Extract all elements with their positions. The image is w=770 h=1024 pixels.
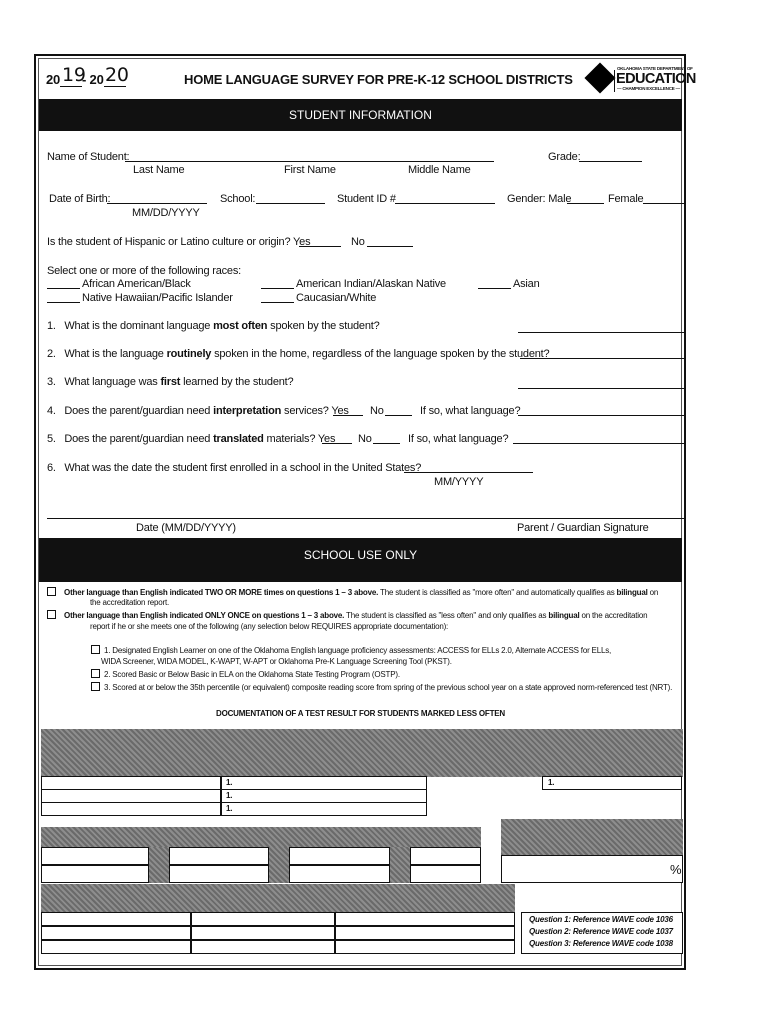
doc-table-2-cell[interactable] — [169, 847, 269, 865]
doc-table-1-score-cell[interactable] — [542, 776, 682, 790]
doc-table-2-cell[interactable] — [169, 865, 269, 883]
doc-table-3-cell[interactable] — [41, 940, 191, 954]
question-6-answer[interactable] — [404, 472, 533, 473]
signature-line[interactable] — [47, 518, 685, 519]
race-nh-field[interactable] — [47, 302, 80, 303]
doc-table-3-cell[interactable] — [191, 926, 335, 940]
question-5-ifso-label: If so, what language? — [408, 433, 509, 445]
question-5-yes-field[interactable] — [322, 443, 352, 444]
hispanic-yes-field[interactable] — [299, 246, 341, 247]
doc-table-1-cell[interactable] — [221, 802, 427, 816]
question-5-no-label: No — [358, 433, 372, 445]
doc-table-3-cell[interactable] — [41, 926, 191, 940]
doc-table-3-cell[interactable] — [191, 912, 335, 926]
percentile-field[interactable] — [501, 855, 683, 883]
hispanic-no-field[interactable] — [367, 246, 413, 247]
question-1-answer[interactable] — [518, 332, 685, 333]
question-2: 2. What is the language routinely spoken in the home, regardless of the language spoken by the student? — [47, 348, 550, 360]
question-4-no-label: No — [370, 405, 384, 417]
student-id-field[interactable] — [395, 203, 495, 204]
doc-table-1-header — [41, 729, 683, 777]
grade-field[interactable] — [579, 161, 642, 162]
doc-table-1-cell[interactable] — [41, 789, 221, 803]
hispanic-no-label: No — [351, 236, 365, 248]
dob-format: MM/DD/YYYY — [132, 207, 200, 219]
sub-option-3: 3. Scored at or below the 35th percentile (or equivalent) composite reading score from spring of the previous school year on a state approved norm-referenced test (NRT). — [91, 682, 672, 692]
doc-table-3-cell[interactable] — [335, 926, 515, 940]
option-2-cont: report if he or she meets one of the following (any selection below REQUIRES appropriate documentation): — [90, 622, 449, 631]
date-label: Date (MM/DD/YYYY) — [136, 522, 236, 534]
gender-male-field[interactable] — [567, 203, 604, 204]
year-separator: - 20 — [82, 72, 104, 87]
logo-main-text: EDUCATION — [616, 71, 696, 87]
year-start-handwritten[interactable]: 19 — [62, 64, 86, 86]
middle-name-label: Middle Name — [408, 164, 471, 176]
doc-table-2-cell[interactable] — [41, 847, 149, 865]
school-field[interactable] — [256, 203, 325, 204]
documentation-title: DOCUMENTATION OF A TEST RESULT FOR STUDENTS MARKED LESS OFTEN — [216, 709, 505, 718]
year-prefix: 20 — [46, 72, 61, 87]
doc-table-3-cell[interactable] — [335, 912, 515, 926]
doc-table-1-cell[interactable] — [41, 776, 221, 790]
logo-top-text: OKLAHOMA STATE DEPARTMENT OF — [617, 66, 693, 71]
question-2-answer[interactable] — [520, 358, 685, 359]
sub-option-1: 1. Designated English Learner on one of the Oklahoma English language proficiency assessments: ACCESS for ELLs 2.0, Alternate ACCESS for ELLs, — [91, 645, 611, 655]
wave-ref-2: Question 2: Reference WAVE code 1037 — [529, 927, 673, 936]
row-num: 1. — [226, 804, 233, 813]
wave-ref-1: Question 1: Reference WAVE code 1036 — [529, 915, 673, 924]
doc-table-1-cell[interactable] — [221, 776, 427, 790]
option-1-checkbox[interactable] — [47, 587, 56, 596]
doc-table-2-cell[interactable] — [410, 865, 481, 883]
hispanic-question: Is the student of Hispanic or Latino culture or origin? Yes — [47, 236, 311, 248]
doc-table-2-cell[interactable] — [289, 847, 390, 865]
doc-table-2-shade — [149, 847, 169, 883]
percentile-header — [501, 819, 683, 855]
option-1: Other language than English indicated TWO OR MORE times on questions 1 – 3 above. The student is classified as "more often" and automatically qualifies as bilingual on — [47, 587, 658, 597]
last-name-label: Last Name — [133, 164, 185, 176]
sub-option-1-checkbox[interactable] — [91, 645, 100, 654]
first-name-label: First Name — [284, 164, 336, 176]
doc-table-3-cell[interactable] — [41, 912, 191, 926]
gender-female-label: Female — [608, 193, 644, 205]
race-ai-field[interactable] — [261, 288, 294, 289]
question-6-format: MM/YYYY — [434, 476, 484, 488]
doc-table-2-cell[interactable] — [289, 865, 390, 883]
sub-option-1-cont: WIDA Screener, WIDA MODEL, K-WAPT, W-APT or Oklahoma Pre-K Language Screening Tool (PKST). — [101, 657, 452, 666]
row-num: 1. — [226, 791, 233, 800]
sub-option-2-checkbox[interactable] — [91, 669, 100, 678]
student-information-band: STUDENT INFORMATION — [39, 99, 682, 131]
doc-table-1-cell[interactable] — [41, 802, 221, 816]
question-3-answer[interactable] — [518, 388, 685, 389]
race-cw-label: Caucasian/White — [296, 292, 377, 304]
question-5: 5. Does the parent/guardian need translated materials? Yes — [47, 433, 336, 445]
question-4-yes-field[interactable] — [333, 415, 363, 416]
question-6: 6. What was the date the student first enrolled in a school in the United States? — [47, 462, 422, 474]
races-label: Select one or more of the following races: — [47, 265, 241, 277]
name-field[interactable] — [125, 161, 494, 162]
option-2: Other language than English indicated ONLY ONCE on questions 1 – 3 above. The student is classified as "less often" and only qualifies as bilingual on the accreditation — [47, 610, 647, 620]
school-label: School: — [220, 193, 256, 205]
doc-table-2-header — [41, 827, 481, 847]
option-2-checkbox[interactable] — [47, 610, 56, 619]
race-cw-field[interactable] — [261, 302, 294, 303]
sub-option-3-checkbox[interactable] — [91, 682, 100, 691]
question-1: 1. What is the dominant language most often spoken by the student? — [47, 320, 380, 332]
grade-label: Grade: — [548, 151, 581, 163]
logo-tagline: — CHAMPION EXCELLENCE — — [617, 86, 680, 91]
name-label: Name of Student: — [47, 151, 130, 163]
question-3: 3. What language was first learned by the student? — [47, 376, 294, 388]
student-id-label: Student ID # — [337, 193, 396, 205]
doc-table-3-cell[interactable] — [335, 940, 515, 954]
dob-field[interactable] — [107, 203, 207, 204]
question-5-language-field[interactable] — [513, 443, 685, 444]
sub-option-2: 2. Scored Basic or Below Basic in ELA on the Oklahoma State Testing Program (OSTP). — [91, 669, 400, 679]
doc-table-1-cell[interactable] — [221, 789, 427, 803]
option-1-cont: the accreditation report. — [90, 598, 170, 607]
row-num: 1. — [548, 778, 555, 787]
question-4: 4. Does the parent/guardian need interpretation services? Yes — [47, 405, 349, 417]
doc-table-2-cell[interactable] — [410, 847, 481, 865]
signature-label: Parent / Guardian Signature — [517, 522, 649, 534]
percent-sign: % — [670, 862, 682, 877]
wave-ref-3: Question 3: Reference WAVE code 1038 — [529, 939, 673, 948]
question-4-ifso-label: If so, what language? — [420, 405, 521, 417]
doc-table-2-shade — [269, 847, 289, 883]
race-asian-label: Asian — [513, 278, 540, 290]
doc-table-2-shade — [390, 847, 410, 883]
question-4-language-field[interactable] — [518, 415, 685, 416]
race-aa-label: African American/Black — [82, 278, 191, 290]
row-num: 1. — [226, 778, 233, 787]
question-4-no-field[interactable] — [385, 415, 412, 416]
question-5-no-field[interactable] — [373, 443, 400, 444]
dob-label: Date of Birth: — [49, 193, 111, 205]
race-asian-field[interactable] — [478, 288, 511, 289]
doc-table-3-header — [41, 884, 515, 912]
race-aa-field[interactable] — [47, 288, 80, 289]
doc-table-2-cell[interactable] — [41, 865, 149, 883]
page-title: HOME LANGUAGE SURVEY FOR PRE-K-12 SCHOOL DISTRICTS — [184, 72, 573, 87]
school-use-band: SCHOOL USE ONLY — [39, 538, 682, 582]
gender-female-field[interactable] — [643, 203, 686, 204]
race-nh-label: Native Hawaiian/Pacific Islander — [82, 292, 233, 304]
gender-male-label: Gender: Male — [507, 193, 572, 205]
doc-table-3-cell[interactable] — [191, 940, 335, 954]
year-end-handwritten[interactable]: 20 — [105, 64, 129, 86]
race-ai-label: American Indian/Alaskan Native — [296, 278, 446, 290]
